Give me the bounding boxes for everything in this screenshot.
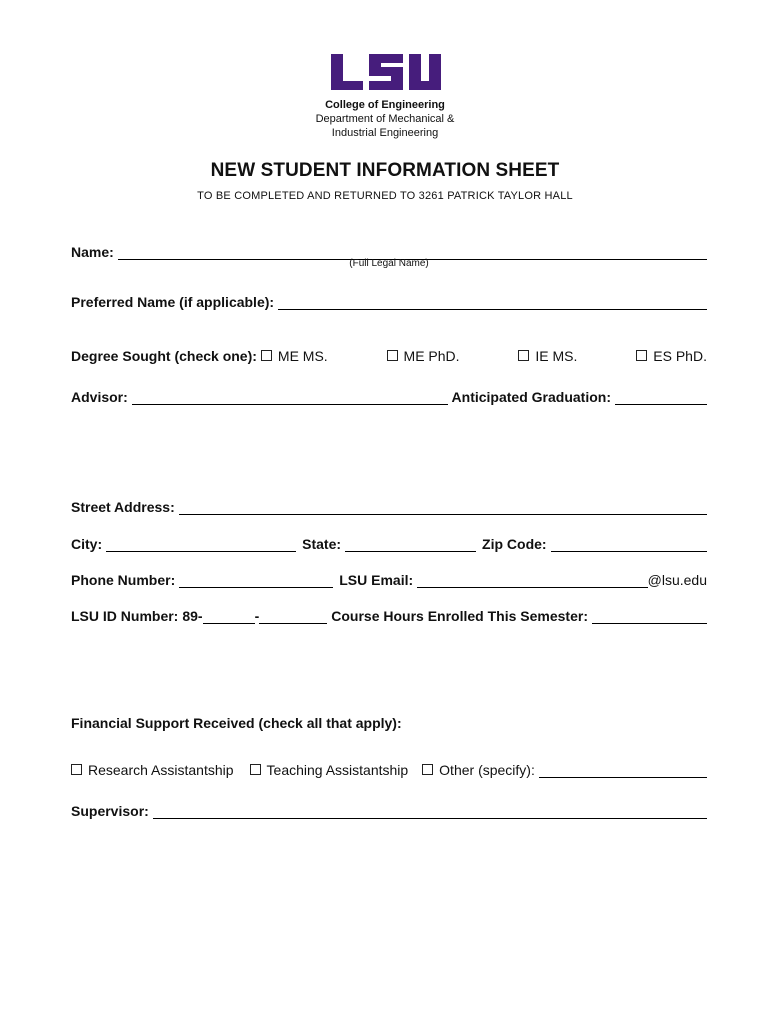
graduation-field[interactable] — [615, 388, 707, 405]
advisor-field[interactable] — [132, 388, 448, 405]
degree-option-es-phd: ES PhD. — [653, 348, 707, 364]
email-field[interactable] — [417, 571, 648, 588]
degree-option-ie-ms: IE MS. — [535, 348, 578, 364]
phone-label: Phone Number: — [71, 572, 176, 588]
form-title: NEW STUDENT INFORMATION SHEET — [210, 160, 560, 181]
other-specify-field[interactable] — [539, 761, 707, 778]
zip-field[interactable] — [551, 535, 707, 552]
street-field[interactable] — [179, 498, 707, 515]
checkbox-ie-ms[interactable] — [518, 350, 529, 361]
name-row — [71, 238, 707, 260]
lsu-logo — [329, 52, 443, 92]
supervisor-field[interactable] — [153, 802, 707, 819]
lsuid-row — [71, 602, 707, 624]
preferred-name-row — [71, 288, 707, 310]
city-row — [71, 530, 707, 552]
financial-heading-row — [71, 709, 707, 731]
checkbox-teaching-assistantship[interactable] — [250, 764, 261, 775]
checkbox-me-phd[interactable] — [387, 350, 398, 361]
department-line-2: Industrial Engineering — [331, 127, 439, 139]
financial-options-row — [71, 756, 707, 778]
degree-label: Degree Sought (check one): — [71, 348, 257, 364]
graduation-label: Anticipated Graduation: — [451, 389, 611, 405]
supervisor-row — [71, 797, 707, 819]
lsuid-part-1-field[interactable] — [203, 607, 255, 624]
email-suffix: @lsu.edu — [647, 572, 707, 588]
hours-field[interactable] — [592, 607, 707, 624]
preferred-name-field[interactable] — [278, 293, 707, 310]
degree-option-me-ms: ME MS. — [277, 348, 328, 364]
degree-row — [71, 342, 707, 364]
option-teaching-assistantship: Teaching Assistantship — [266, 762, 409, 778]
checkbox-me-ms[interactable] — [261, 350, 272, 361]
checkbox-es-phd[interactable] — [636, 350, 647, 361]
full-legal-name-note: (Full Legal Name) — [349, 258, 429, 269]
advisor-row — [71, 383, 707, 405]
lsuid-part-2-field[interactable] — [259, 607, 327, 624]
option-other: Other (specify): — [439, 762, 535, 778]
street-row — [71, 493, 707, 515]
supervisor-label: Supervisor: — [71, 803, 149, 819]
lsuid-label: LSU ID Number: — [71, 608, 179, 624]
lsuid-separator: - — [254, 608, 260, 624]
advisor-label: Advisor: — [71, 389, 128, 405]
financial-label: Financial Support Received (check all that apply): — [71, 715, 402, 731]
state-field[interactable] — [345, 535, 476, 552]
phone-field[interactable] — [179, 571, 333, 588]
street-label: Street Address: — [71, 499, 175, 515]
city-label: City: — [71, 536, 103, 552]
city-field[interactable] — [106, 535, 296, 552]
checkbox-research-assistantship[interactable] — [71, 764, 82, 775]
lsuid-prefix: 89- — [182, 608, 203, 624]
email-label: LSU Email: — [339, 572, 414, 588]
state-label: State: — [302, 536, 342, 552]
department-line-1: Department of Mechanical & — [315, 113, 455, 125]
degree-option-me-phd: ME PhD. — [403, 348, 460, 364]
college-name: College of Engineering — [325, 99, 445, 111]
preferred-name-label: Preferred Name (if applicable): — [71, 294, 275, 310]
option-research-assistantship: Research Assistantship — [88, 762, 234, 778]
hours-label: Course Hours Enrolled This Semester: — [331, 608, 588, 624]
zip-label: Zip Code: — [482, 536, 547, 552]
form-subtitle: TO BE COMPLETED AND RETURNED TO 3261 PATRICK TAYLOR HALL — [197, 190, 573, 202]
checkbox-other[interactable] — [422, 764, 433, 775]
name-label: Name: — [71, 244, 114, 260]
phone-row — [71, 566, 707, 588]
